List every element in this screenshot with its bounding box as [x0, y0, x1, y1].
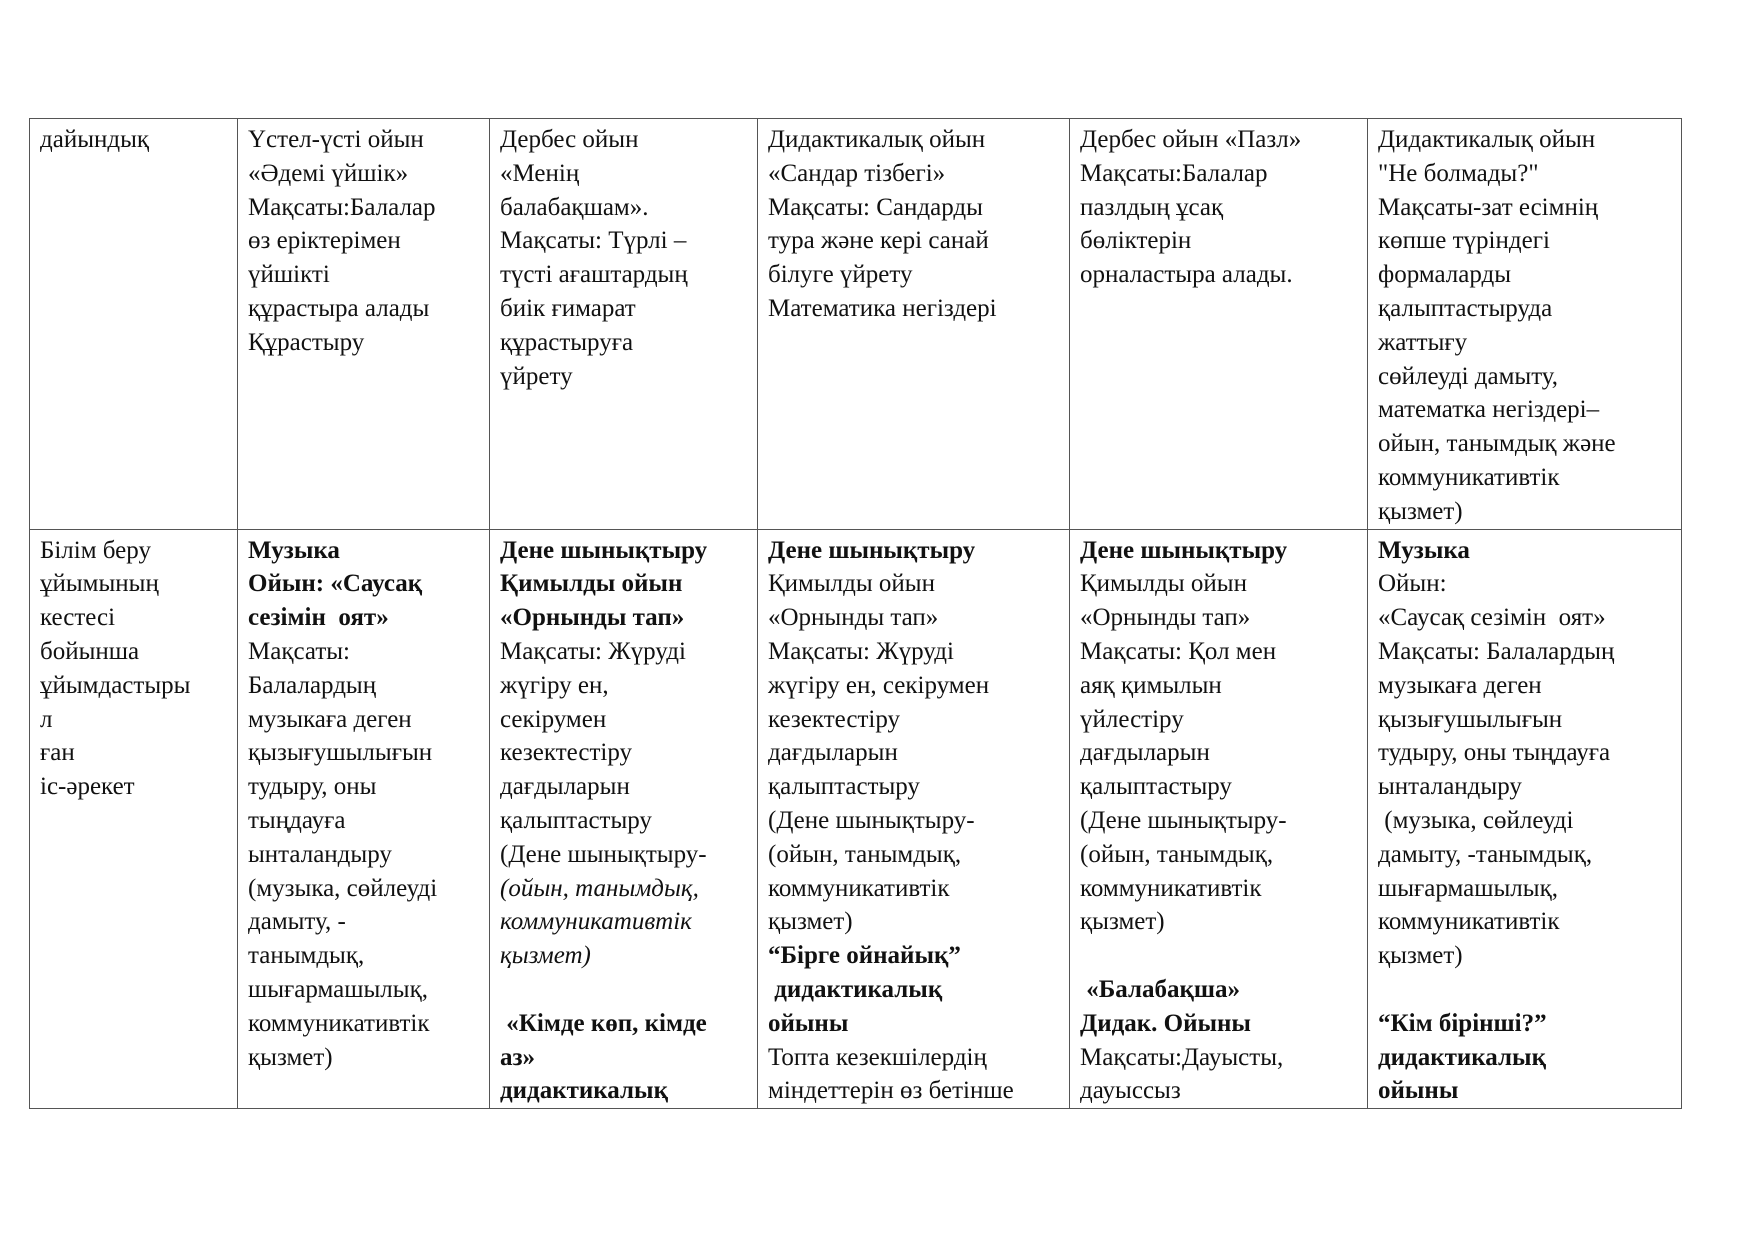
cell-text-line: өз еріктерімен: [248, 227, 401, 255]
cell-text-line: қалыптастыруда: [1378, 294, 1553, 322]
cell-text-line: дағдыларын: [500, 773, 630, 801]
cell-text-line: биік ғимарат: [500, 294, 636, 322]
cell-text-line: Білім беру: [40, 536, 151, 564]
row-label-cell: [30, 119, 238, 530]
cell-text-line: Қимылды ойын: [1080, 570, 1247, 598]
cell-text-line: формаларды: [1378, 261, 1512, 289]
cell-text-line: дауыссыз: [1080, 1077, 1181, 1105]
cell-text-line: дамыту, -танымдық,: [1378, 840, 1593, 868]
table-cell: [1368, 119, 1682, 530]
cell-text-line: коммуникативтік: [1378, 908, 1560, 936]
cell-text-line: Музыка: [1378, 536, 1470, 564]
cell-text-line: дағдыларын: [1080, 739, 1210, 767]
cell-text-line: қалыптастыру: [1080, 773, 1232, 801]
cell-text-line: қызмет): [1080, 908, 1165, 936]
cell-text-line: үйлестіру: [1080, 705, 1184, 733]
cell-text-line: Мақсаты: Қол мен: [1080, 637, 1277, 665]
cell-text-line: қалыптастыру: [500, 806, 652, 834]
cell-text-line: қызмет): [1378, 497, 1463, 525]
schedule-table: [29, 118, 1682, 1109]
cell-text-line: ған: [40, 739, 75, 767]
cell-text-line: қызмет): [768, 908, 853, 936]
table-row: [30, 529, 1682, 1109]
cell-text-line: коммуникативтік: [1378, 463, 1560, 491]
cell-text-line: “Кім бірінші?”: [1378, 1009, 1547, 1037]
cell-text-line: сөйлеуді дамыту,: [1378, 362, 1559, 390]
cell-text-line: Мақсаты:: [248, 637, 350, 665]
cell-text-line: жаттығу: [1378, 328, 1468, 356]
cell-text-line: ұйымдастыры: [40, 671, 191, 699]
table-cell: [1070, 119, 1368, 530]
cell-text-line: Балалардың: [248, 671, 377, 699]
cell-text-line: бөліктерін: [1080, 227, 1192, 255]
cell-text-line: [1080, 939, 1357, 973]
cell-text-line: (ойын, танымдық,: [1080, 840, 1274, 868]
cell-text-line: білуге үйрету: [768, 261, 913, 289]
cell-text-line: Мақсаты: Түрлі –: [500, 227, 687, 255]
table-cell: [758, 529, 1070, 1109]
cell-text-line: дидактикалық: [768, 975, 943, 1003]
schedule-table-body: [30, 119, 1682, 1109]
table-row: [30, 119, 1682, 530]
cell-text-line: [500, 973, 747, 1007]
cell-text-line: сезімін оят»: [248, 604, 389, 632]
cell-text-line: коммуникативтік: [768, 874, 950, 902]
cell-text-line: тура және кері санай: [768, 227, 989, 255]
cell-text-line: қызығушылығын: [1378, 705, 1563, 733]
cell-text-line: “Бірге ойнайық”: [768, 942, 961, 970]
cell-text-line: ынталандыру: [1378, 773, 1522, 801]
cell-text-line: аз»: [500, 1043, 536, 1071]
cell-text-line: ойыны: [768, 1009, 849, 1037]
table-cell: [758, 119, 1070, 530]
cell-text-line: Мақсаты-зат есімнің: [1378, 193, 1599, 221]
cell-text-line: Қимылды ойын: [500, 570, 683, 598]
cell-text-line: Топта кезекшілердің: [768, 1043, 987, 1071]
cell-text-line: Мақсаты: Жүруді: [768, 637, 954, 665]
cell-text-line: Мақсаты: Сандарды: [768, 193, 983, 221]
cell-text-line: л: [40, 705, 53, 733]
cell-text-line: дағдыларын: [768, 739, 898, 767]
cell-text-line: (Дене шынықтыру-: [1080, 806, 1287, 834]
cell-text-line: Дидак. Ойыны: [1080, 1009, 1251, 1037]
cell-text-line: тыңдауға: [248, 806, 346, 834]
cell-text-line: аяқ қимылын: [1080, 671, 1222, 699]
cell-text-line: "Не болмады?": [1378, 159, 1539, 187]
cell-text-line: қызмет): [500, 942, 591, 970]
cell-text-line: танымдық,: [248, 942, 365, 970]
cell-text-line: Дидактикалық ойын: [1378, 126, 1596, 153]
cell-text-line: тудыру, оны тыңдауға: [1378, 739, 1611, 767]
cell-text-line: Дене шынықтыру: [1080, 536, 1288, 564]
cell-text-line: жүгіру ен,: [500, 671, 609, 699]
cell-text-line: (музыка, сөйлеуді: [248, 874, 438, 902]
cell-text-line: қызмет): [1378, 942, 1463, 970]
cell-text-line: (Дене шынықтыру-: [500, 840, 707, 868]
row-label-cell: [30, 529, 238, 1109]
cell-text-line: Үстел-үсті ойын: [248, 126, 424, 153]
cell-text-line: Дене шынықтыру: [768, 536, 976, 564]
cell-text-line: «Менің: [500, 159, 580, 187]
cell-text-line: коммуникативтік: [248, 1009, 430, 1037]
cell-text-line: Дене шынықтыру: [500, 536, 708, 564]
cell-text-line: кестесі: [40, 604, 116, 632]
cell-text-line: Дербес ойын «Пазл»: [1080, 126, 1302, 153]
cell-text-line: «Орнынды тап»: [768, 604, 939, 632]
cell-text-line: жүгіру ен, секірумен: [768, 671, 990, 699]
cell-text-line: «Орнынды тап»: [500, 604, 685, 632]
cell-text-line: ынталандыру: [248, 840, 392, 868]
cell-text-line: көпше түріндегі: [1378, 227, 1550, 255]
cell-text-line: Ойын: «Саусақ: [248, 570, 423, 598]
cell-text-line: (ойын, танымдық,: [768, 840, 962, 868]
cell-text-line: (музыка, сөйлеуді: [1378, 806, 1574, 834]
cell-text-line: қалыптастыру: [768, 773, 920, 801]
cell-text-line: бойынша: [40, 637, 140, 665]
cell-text-line: қызығушылығын: [248, 739, 433, 767]
table-cell: [490, 529, 758, 1109]
cell-text-line: Мақсаты: Балалардың: [1378, 637, 1615, 665]
cell-text-line: Дидактикалық ойын: [768, 126, 986, 153]
cell-text-line: (ойын, танымдық,: [500, 874, 699, 902]
cell-text-line: Қимылды ойын: [768, 570, 935, 598]
cell-text-line: Ойын:: [1378, 570, 1447, 598]
table-cell: [490, 119, 758, 530]
cell-text-line: коммуникативтік: [1080, 874, 1262, 902]
cell-text-line: Музыка: [248, 536, 340, 564]
cell-text-line: ойын, танымдық және: [1378, 430, 1616, 458]
cell-text-line: «Балабақша»: [1080, 975, 1241, 1003]
table-cell: [238, 529, 490, 1109]
cell-text-line: қызмет): [248, 1043, 333, 1071]
cell-text-line: секірумен: [500, 705, 607, 733]
cell-text-line: құрастыра алады: [248, 294, 430, 322]
cell-text-line: балабақшам».: [500, 193, 649, 221]
table-cell: [238, 119, 490, 530]
cell-text-line: дайындық: [40, 126, 150, 153]
cell-text-line: үйрету: [500, 362, 573, 390]
cell-text-line: дамыту, -: [248, 908, 346, 936]
cell-text-line: дидактикалық: [500, 1077, 668, 1105]
cell-text-line: «Саусақ сезімін оят»: [1378, 604, 1606, 632]
cell-text-line: кезектестіру: [768, 705, 900, 733]
cell-text-line: шығармашылық,: [1378, 874, 1558, 902]
table-cell: [1070, 529, 1368, 1109]
cell-text-line: Мақсаты:Балалар: [248, 193, 436, 221]
cell-text-line: Мақсаты: Жүруді: [500, 637, 686, 665]
cell-text-line: Құрастыру: [248, 328, 365, 356]
cell-text-line: математка негіздері–: [1378, 396, 1600, 424]
cell-text-line: музыкаға деген: [248, 705, 412, 733]
cell-text-line: Дербес ойын: [500, 126, 639, 153]
cell-text-line: коммуникативтік: [500, 908, 692, 936]
cell-text-line: ұйымының: [40, 570, 159, 598]
cell-text-line: іс-әрекет: [40, 773, 135, 801]
table-cell: [1368, 529, 1682, 1109]
cell-text-line: «Сандар тізбегі»: [768, 159, 946, 187]
cell-text-line: [1378, 973, 1671, 1007]
cell-text-line: құрастыруға: [500, 328, 634, 356]
cell-text-line: үйшікті: [248, 261, 330, 289]
cell-text-line: орналастыра алады.: [1080, 261, 1293, 289]
cell-text-line: тудыру, оны: [248, 773, 377, 801]
cell-text-line: (Дене шынықтыру-: [768, 806, 975, 834]
cell-text-line: Мақсаты:Балалар: [1080, 159, 1268, 187]
cell-text-line: «Кімде көп, кімде: [500, 1009, 707, 1037]
cell-text-line: түсті ағаштардың: [500, 261, 688, 289]
cell-text-line: ойыны: [1378, 1077, 1459, 1105]
cell-text-line: Математика негіздері: [768, 294, 997, 322]
cell-text-line: пазлдың ұсақ: [1080, 193, 1224, 221]
cell-text-line: «Әдемі үйшік»: [248, 159, 409, 187]
cell-text-line: міндеттерін өз бетінше: [768, 1077, 1014, 1105]
cell-text-line: «Орнынды тап»: [1080, 604, 1251, 632]
cell-text-line: кезектестіру: [500, 739, 632, 767]
cell-text-line: Мақсаты:Дауысты,: [1080, 1043, 1284, 1071]
cell-text-line: дидактикалық: [1378, 1043, 1546, 1071]
cell-text-line: шығармашылық,: [248, 975, 428, 1003]
cell-text-line: музыкаға деген: [1378, 671, 1542, 699]
